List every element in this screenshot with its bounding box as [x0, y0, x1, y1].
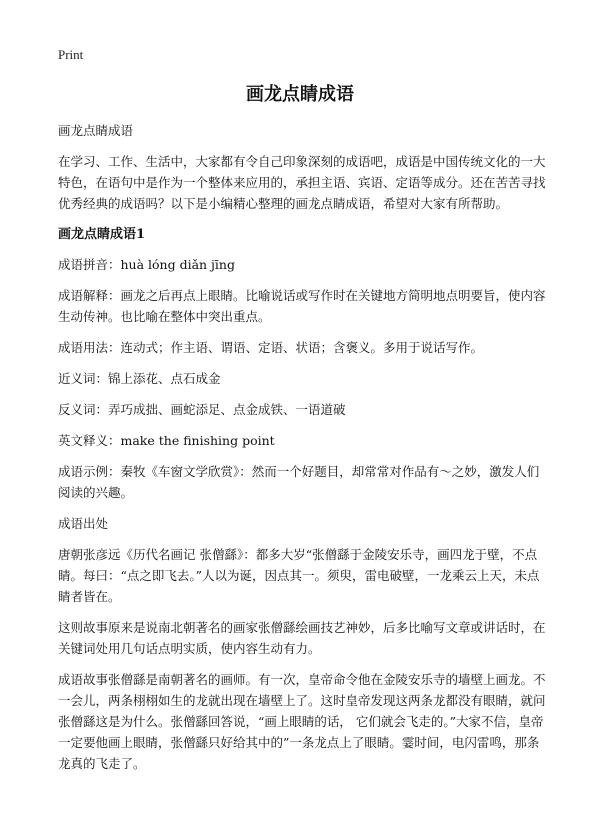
- antonyms-line: 反义词：弄巧成拙、画蛇添足、点金成铁、一语道破: [58, 402, 346, 417]
- usage-line: 成语用法：连动式；作主语、谓语、定语、状语；含褒义。多用于说话写作。: [58, 340, 484, 355]
- story-paragraph: 成语故事张僧繇是南朝著名的画师。有一次，皇帝命令他在金陵安乐寺的墙壁上画龙。不一会儿，两条栩栩如生的龙就出现在墙壁上了。这时皇帝发现这两条龙都没有眼睛，就问张僧繇这是为什么。张僧繇回答说，“画上眼睛的话， 它们就会飞走的。”大家不信，皇帝一定要他画上眼睛，张僧繇只好给其中的”一条龙点上了眼睛。霎时间，电闪雷鸣，那条龙真的飞走了。: [58, 672, 546, 771]
- english-line: 英文释义：make the finishing point: [58, 433, 275, 448]
- intro-paragraph: 在学习、工作、生活中，大家都有令自己印象深刻的成语吧，成语是中国传统文化的一大特色，在语句中是作为一个整体来应用的，承担主语、宾语、定语等成分。还在苦苦寻找优秀经典的成语吗？以下是小编精心整理的画龙点睛成语，希望对大家有所帮助。: [58, 154, 546, 211]
- section-heading: 画龙点睛成语1: [58, 227, 146, 242]
- origin-paragraph: 唐朝张彦远《历代名画记 张僧繇》：都多大岁“张僧繇于金陵安乐寺，画四龙于壁，不点睛。每曰：“点之即飞去。”人以为诞，因点其一。须臾，雷电破壁，一龙乘云上天，未点睛者皆在。: [58, 547, 540, 604]
- article-body: [58, 120, 548, 784]
- synonyms-line: 近义词：锦上添花、点石成金: [58, 371, 221, 386]
- example-paragraph: 成语示例：秦牧《车窗文学欣赏》：然而一个好题目，却常常对作品有～之妙，激发人们阅读的兴趣。: [58, 464, 540, 500]
- story-intro-paragraph: 这则故事原来是说南北朝著名的画家张僧繇绘画技艺神妙，后多比喻写文章或讲话时，在关键词处用几句话点明实质，使内容生动有力。: [58, 620, 546, 656]
- pinyin-line: 成语拼音：huà lóng diǎn jīng: [58, 257, 235, 272]
- page-title: 画龙点睛成语: [246, 84, 354, 105]
- explanation-paragraph: 成语解释：画龙之后再点上眼睛。比喻说话或写作时在关键地方简明地点明要旨，使内容生动传神。也比喻在整体中突出重点。: [58, 288, 546, 324]
- origin-heading: 成语出处: [58, 516, 109, 531]
- article-subtitle: 画龙点睛成语: [58, 123, 134, 138]
- print-link[interactable]: Print: [58, 47, 84, 62]
